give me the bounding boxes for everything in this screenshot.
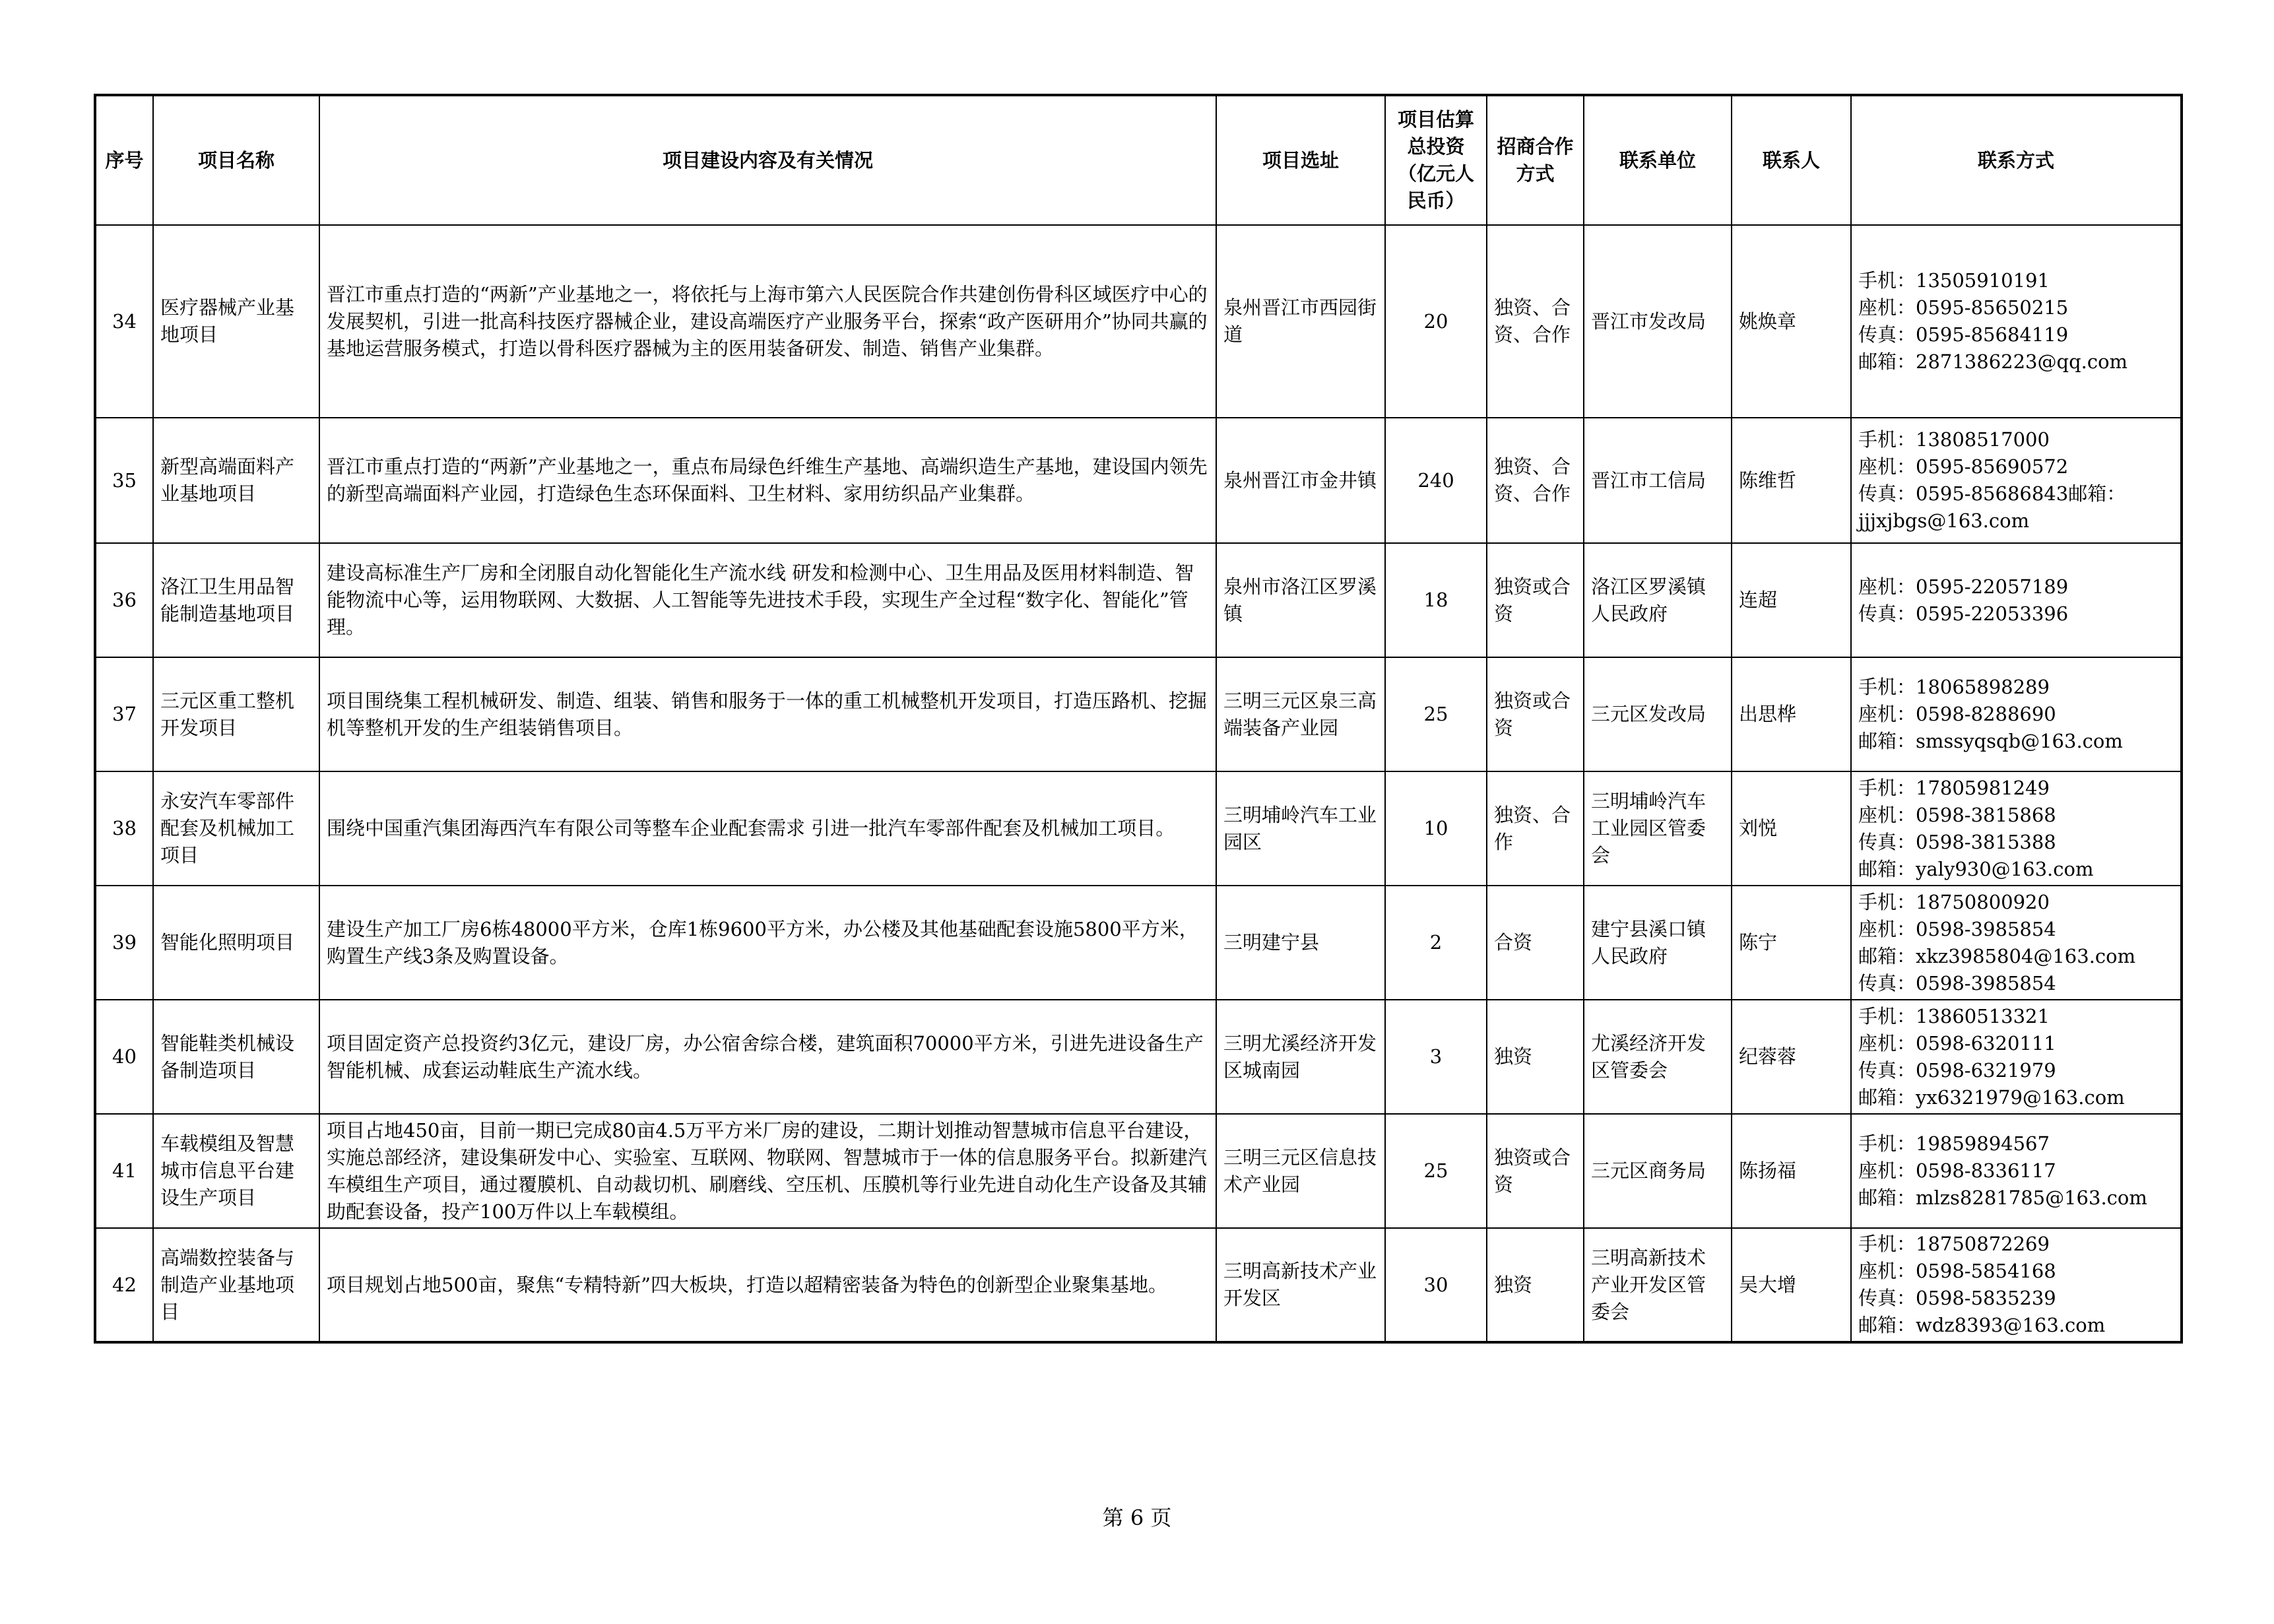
header-row xyxy=(95,95,2182,225)
cell-investment: 18 xyxy=(1385,543,1487,657)
cell-contact xyxy=(1851,771,2182,886)
cell-contact xyxy=(1851,657,2182,771)
contact-line: 邮箱：smssyqsqb@163.com xyxy=(1858,730,2123,752)
contact-line: 手机：18065898289 xyxy=(1858,676,2050,698)
cell-content: 项目固定资产总投资约3亿元，建设厂房，办公宿舍综合楼，建筑面积70000平方米，引进先进设备生产智能机械、成套运动鞋底生产流水线。 xyxy=(319,1000,1216,1114)
contact-line: 传真：0595-85686843邮箱： xyxy=(1858,482,2126,505)
cell-seq: 37 xyxy=(95,657,153,771)
cell-mode: 独资、合资、合作 xyxy=(1487,418,1584,543)
cell-contact xyxy=(1851,1114,2182,1228)
cell-name: 车载模组及智慧城市信息平台建设生产项目 xyxy=(153,1114,319,1228)
cell-person: 姚焕章 xyxy=(1732,225,1851,418)
projects-table xyxy=(94,94,2183,1344)
cell-seq: 41 xyxy=(95,1114,153,1228)
cell-location: 三明尤溪经济开发区城南园 xyxy=(1216,1000,1385,1114)
table-row xyxy=(95,225,2182,418)
contact-line: 邮箱：xkz3985804@163.com xyxy=(1858,944,2136,967)
table-body xyxy=(95,225,2182,1342)
cell-seq: 39 xyxy=(95,886,153,1000)
cell-person: 出思桦 xyxy=(1732,657,1851,771)
contact-line: 手机：18750800920 xyxy=(1858,890,2050,913)
cell-location: 三明建宁县 xyxy=(1216,886,1385,1000)
contact-line: 座机：0598-6320111 xyxy=(1858,1031,2056,1055)
cell-name: 三元区重工整机开发项目 xyxy=(153,657,319,771)
cell-investment: 2 xyxy=(1385,886,1487,1000)
contact-line: 邮箱：2871386223@qq.com xyxy=(1858,350,2128,373)
header-person: 联系人 xyxy=(1732,95,1851,225)
cell-seq: 42 xyxy=(95,1228,153,1342)
contact-line: 手机：13505910191 xyxy=(1858,269,2050,292)
cell-unit: 晋江市工信局 xyxy=(1584,418,1732,543)
table-row xyxy=(95,657,2182,771)
contact-line: 手机：19859894567 xyxy=(1858,1132,2050,1155)
header-name: 项目名称 xyxy=(153,95,319,225)
contact-line: 邮箱：yx6321979@163.com xyxy=(1858,1086,2125,1109)
table-row xyxy=(95,1228,2182,1342)
contact-line: 邮箱：mlzs8281785@163.com xyxy=(1858,1186,2147,1209)
cell-contact xyxy=(1851,225,2182,418)
header-seq: 序号 xyxy=(95,95,153,225)
table-row xyxy=(95,418,2182,543)
cell-mode: 独资或合资 xyxy=(1487,543,1584,657)
cell-person: 纪蓉蓉 xyxy=(1732,1000,1851,1114)
cell-unit: 洛江区罗溪镇人民政府 xyxy=(1584,543,1732,657)
contact-line: 传真：0598-5835239 xyxy=(1858,1287,2056,1309)
contact-line: 座机：0598-8336117 xyxy=(1858,1159,2056,1182)
cell-mode: 独资或合资 xyxy=(1487,1114,1584,1228)
contact-line: 邮箱：yaly930@163.com xyxy=(1858,857,2094,880)
cell-investment: 20 xyxy=(1385,225,1487,418)
contact-line: 座机：0598-3815868 xyxy=(1858,803,2056,826)
cell-content: 晋江市重点打造的“两新”产业基地之一，重点布局绿色纤维生产基地、高端织造生产基地，建设国内领先的新型高端面料产业园，打造绿色生态环保面料、卫生材料、家用纺织品产业集群。 xyxy=(319,418,1216,543)
cell-name: 智能鞋类机械设备制造项目 xyxy=(153,1000,319,1114)
cell-person: 刘悦 xyxy=(1732,771,1851,886)
cell-content: 项目围绕集工程机械研发、制造、组装、销售和服务于一体的重工机械整机开发项目，打造压路机、挖掘机等整机开发的生产组装销售项目。 xyxy=(319,657,1216,771)
table-row xyxy=(95,1000,2182,1114)
header-content: 项目建设内容及有关情况 xyxy=(319,95,1216,225)
cell-contact xyxy=(1851,543,2182,657)
contact-line: 邮箱：wdz8393@163.com xyxy=(1858,1314,2106,1336)
contact-line: 座机：0595-22057189 xyxy=(1858,575,2069,598)
cell-name: 智能化照明项目 xyxy=(153,886,319,1000)
cell-unit: 建宁县溪口镇人民政府 xyxy=(1584,886,1732,1000)
cell-investment: 10 xyxy=(1385,771,1487,886)
header-location: 项目选址 xyxy=(1216,95,1385,225)
contact-line: 传真：0595-22053396 xyxy=(1858,602,2069,625)
cell-content: 项目占地450亩，目前一期已完成80亩4.5万平方米厂房的建设，二期计划推动智慧城市信息平台建设，实施总部经济，建设集研发中心、实验室、互联网、物联网、智慧城市于一体的信息服务平台。拟新建汽车模组生产项目，通过覆膜机、自动裁切机、刷磨线、空压机、压膜机等行业先进自动化生产设备及其辅助配套设备，投产100万件以上车载模组。 xyxy=(319,1114,1216,1228)
cell-name: 洛江卫生用品智能制造基地项目 xyxy=(153,543,319,657)
page-number: 第 6 页 xyxy=(1102,1505,1172,1530)
cell-investment: 30 xyxy=(1385,1228,1487,1342)
contact-line: 手机：18750872269 xyxy=(1858,1233,2050,1255)
cell-unit: 三元区商务局 xyxy=(1584,1114,1732,1228)
cell-seq: 38 xyxy=(95,771,153,886)
cell-investment: 3 xyxy=(1385,1000,1487,1114)
cell-location: 泉州晋江市金井镇 xyxy=(1216,418,1385,543)
header-mode: 招商合作方式 xyxy=(1487,95,1584,225)
cell-location: 三明三元区泉三高端装备产业园 xyxy=(1216,657,1385,771)
cell-seq: 36 xyxy=(95,543,153,657)
cell-person: 陈维哲 xyxy=(1732,418,1851,543)
cell-mode: 独资、合作 xyxy=(1487,771,1584,886)
cell-person: 吴大增 xyxy=(1732,1228,1851,1342)
contact-line: 座机：0598-8288690 xyxy=(1858,703,2056,725)
cell-content: 建设生产加工厂房6栋48000平方米，仓库1栋9600平方米，办公楼及其他基础配套设施5800平方米，购置生产线3条及购置设备。 xyxy=(319,886,1216,1000)
contact-line: 传真：0598-3815388 xyxy=(1858,830,2056,853)
cell-seq: 35 xyxy=(95,418,153,543)
contact-line: 手机：13808517000 xyxy=(1858,428,2050,451)
cell-contact xyxy=(1851,1000,2182,1114)
cell-name: 医疗器械产业基地项目 xyxy=(153,225,319,418)
cell-investment: 25 xyxy=(1385,657,1487,771)
cell-mode: 独资 xyxy=(1487,1000,1584,1114)
cell-mode: 独资、合资、合作 xyxy=(1487,225,1584,418)
contact-line: 座机：0598-3985854 xyxy=(1858,917,2056,940)
header-unit: 联系单位 xyxy=(1584,95,1732,225)
cell-seq: 34 xyxy=(95,225,153,418)
cell-investment: 25 xyxy=(1385,1114,1487,1228)
header-contact: 联系方式 xyxy=(1851,95,2182,225)
table-row xyxy=(95,543,2182,657)
cell-location: 泉州市洛江区罗溪镇 xyxy=(1216,543,1385,657)
cell-name: 高端数控装备与制造产业基地项目 xyxy=(153,1228,319,1342)
cell-unit: 尤溪经济开发区管委会 xyxy=(1584,1000,1732,1114)
contact-line: 手机：17805981249 xyxy=(1858,776,2050,799)
cell-mode: 独资或合资 xyxy=(1487,657,1584,771)
contact-line: 手机：13860513321 xyxy=(1858,1004,2050,1027)
cell-person: 连超 xyxy=(1732,543,1851,657)
cell-location: 泉州晋江市西园街道 xyxy=(1216,225,1385,418)
cell-unit: 三明高新技术产业开发区管委会 xyxy=(1584,1228,1732,1342)
cell-seq: 40 xyxy=(95,1000,153,1114)
cell-person: 陈宁 xyxy=(1732,886,1851,1000)
cell-name: 永安汽车零部件配套及机械加工项目 xyxy=(153,771,319,886)
cell-investment: 240 xyxy=(1385,418,1487,543)
cell-content: 建设高标准生产厂房和全闭服自动化智能化生产流水线 研发和检测中心、卫生用品及医用材料制造、智能物流中心等，运用物联网、大数据、人工智能等先进技术手段，实现生产全过程“数字化、智能化”管理。 xyxy=(319,543,1216,657)
contact-line: 座机：0595-85690572 xyxy=(1858,455,2069,478)
table-row xyxy=(95,886,2182,1000)
cell-location: 三明高新技术产业开发区 xyxy=(1216,1228,1385,1342)
cell-contact xyxy=(1851,886,2182,1000)
contact-line: 传真：0598-6321979 xyxy=(1858,1058,2056,1082)
contact-line: 座机：0595-85650215 xyxy=(1858,296,2069,319)
cell-content: 围绕中国重汽集团海西汽车有限公司等整车企业配套需求 引进一批汽车零部件配套及机械加工项目。 xyxy=(319,771,1216,886)
table-row xyxy=(95,771,2182,886)
cell-content: 晋江市重点打造的“两新”产业基地之一，将依托与上海市第六人民医院合作共建创伤骨科区域医疗中心的发展契机，引进一批高科技医疗器械企业，建设高端医疗产业服务平台，探索“政产医研用介”协同共赢的基地运营服务模式，打造以骨科医疗器械为主的医用装备研发、制造、销售产业集群。 xyxy=(319,225,1216,418)
header-investment: 项目估算总投资（亿元人民币） xyxy=(1385,95,1487,225)
cell-unit: 三明埔岭汽车工业园区管委会 xyxy=(1584,771,1732,886)
cell-name: 新型高端面料产业基地项目 xyxy=(153,418,319,543)
contact-line: 传真：0595-85684119 xyxy=(1858,323,2069,346)
contact-line: jjjxjbgs@163.com xyxy=(1858,509,2030,532)
cell-mode: 独资 xyxy=(1487,1228,1584,1342)
contact-line: 传真：0598-3985854 xyxy=(1858,971,2056,994)
cell-mode: 合资 xyxy=(1487,886,1584,1000)
contact-line: 座机：0598-5854168 xyxy=(1858,1260,2056,1282)
cell-person: 陈扬福 xyxy=(1732,1114,1851,1228)
cell-contact xyxy=(1851,418,2182,543)
cell-location: 三明埔岭汽车工业园区 xyxy=(1216,771,1385,886)
table-row xyxy=(95,1114,2182,1228)
cell-unit: 三元区发改局 xyxy=(1584,657,1732,771)
cell-location: 三明三元区信息技术产业园 xyxy=(1216,1114,1385,1228)
cell-unit: 晋江市发改局 xyxy=(1584,225,1732,418)
cell-contact xyxy=(1851,1228,2182,1342)
cell-content: 项目规划占地500亩，聚焦“专精特新”四大板块，打造以超精密装备为特色的创新型企业聚集基地。 xyxy=(319,1228,1216,1342)
